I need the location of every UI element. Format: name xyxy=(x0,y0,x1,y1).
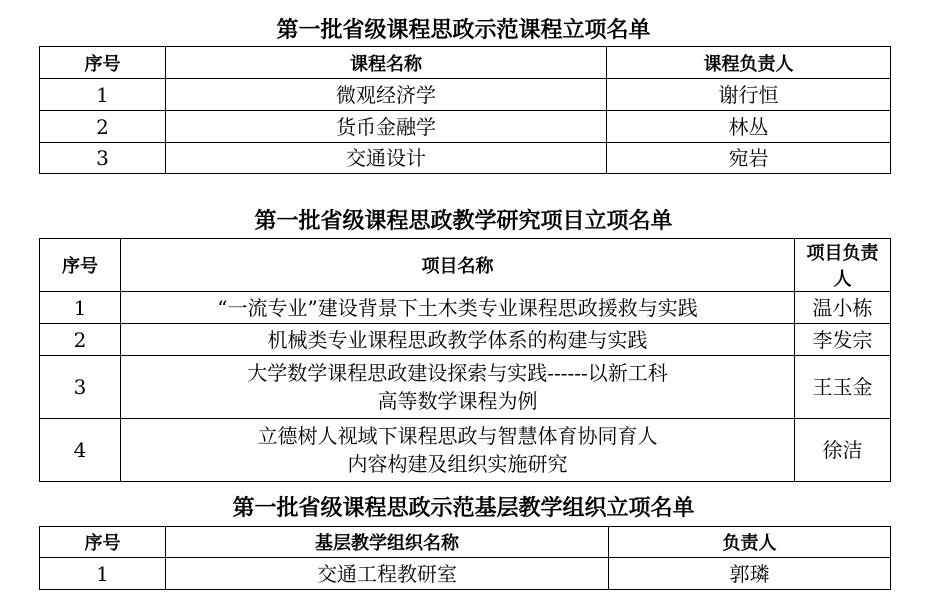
course-leader: 林丛 xyxy=(607,111,891,143)
table-header-row xyxy=(40,47,891,79)
table-row xyxy=(40,356,891,419)
table-row xyxy=(40,419,891,482)
header-project-leader: 项目负责人 xyxy=(795,239,891,292)
course-name: 微观经济学 xyxy=(166,79,607,111)
organization-leader: 郭璘 xyxy=(609,558,891,590)
course-leader: 谢行恒 xyxy=(607,79,891,111)
project-name-line: 大学数学课程思政建设探索与实践------以新工科 xyxy=(247,361,668,385)
header-no: 序号 xyxy=(40,239,121,292)
table-row xyxy=(40,558,891,590)
header-project-name: 项目名称 xyxy=(121,239,795,292)
course-name: 货币金融学 xyxy=(166,111,607,143)
table-row xyxy=(40,143,891,174)
project-name: 机械类专业课程思政教学体系的构建与实践 xyxy=(121,324,795,356)
courses-table xyxy=(39,46,891,174)
header-organization-leader: 负责人 xyxy=(609,527,891,558)
project-leader: 王玉金 xyxy=(795,356,891,419)
header-course-leader: 课程负责人 xyxy=(607,47,891,79)
row-no: 3 xyxy=(40,143,166,174)
project-leader: 李发宗 xyxy=(795,324,891,356)
section-title-teaching-organizations: 第一批省级课程思政示范基层教学组织立项名单 xyxy=(232,495,695,521)
header-organization-name: 基层教学组织名称 xyxy=(166,527,609,558)
organization-name: 交通工程教研室 xyxy=(166,558,609,590)
row-no: 3 xyxy=(40,356,121,419)
row-no: 1 xyxy=(40,558,166,590)
table-header-row xyxy=(40,527,891,558)
section-title-courses: 第一批省级课程思政示范课程立项名单 xyxy=(276,17,651,43)
section-title-research-projects: 第一批省级课程思政教学研究项目立项名单 xyxy=(254,208,673,234)
project-name xyxy=(121,419,795,482)
header-course-name: 课程名称 xyxy=(166,47,607,79)
row-no: 2 xyxy=(40,324,121,356)
table-row xyxy=(40,292,891,324)
table-header-row xyxy=(40,239,891,292)
row-no: 1 xyxy=(40,79,166,111)
row-no: 1 xyxy=(40,292,121,324)
table-row xyxy=(40,111,891,143)
header-no: 序号 xyxy=(40,527,166,558)
row-no: 2 xyxy=(40,111,166,143)
row-no: 4 xyxy=(40,419,121,482)
table-row xyxy=(40,324,891,356)
course-leader: 宛岩 xyxy=(607,143,891,174)
project-name-line: 高等数学课程为例 xyxy=(377,389,538,413)
course-name: 交通设计 xyxy=(166,143,607,174)
project-name: “一流专业”建设背景下土木类专业课程思政援救与实践 xyxy=(121,292,795,324)
header-no: 序号 xyxy=(40,47,166,79)
teaching-organizations-table xyxy=(39,526,891,590)
project-leader: 徐洁 xyxy=(795,419,891,482)
table-row xyxy=(40,79,891,111)
project-leader: 温小栋 xyxy=(795,292,891,324)
research-projects-table xyxy=(39,238,891,482)
project-name-line: 内容构建及组织实施研究 xyxy=(347,452,568,476)
project-name xyxy=(121,356,795,419)
project-name-line: 立德树人视域下课程思政与智慧体育协同育人 xyxy=(257,424,658,448)
